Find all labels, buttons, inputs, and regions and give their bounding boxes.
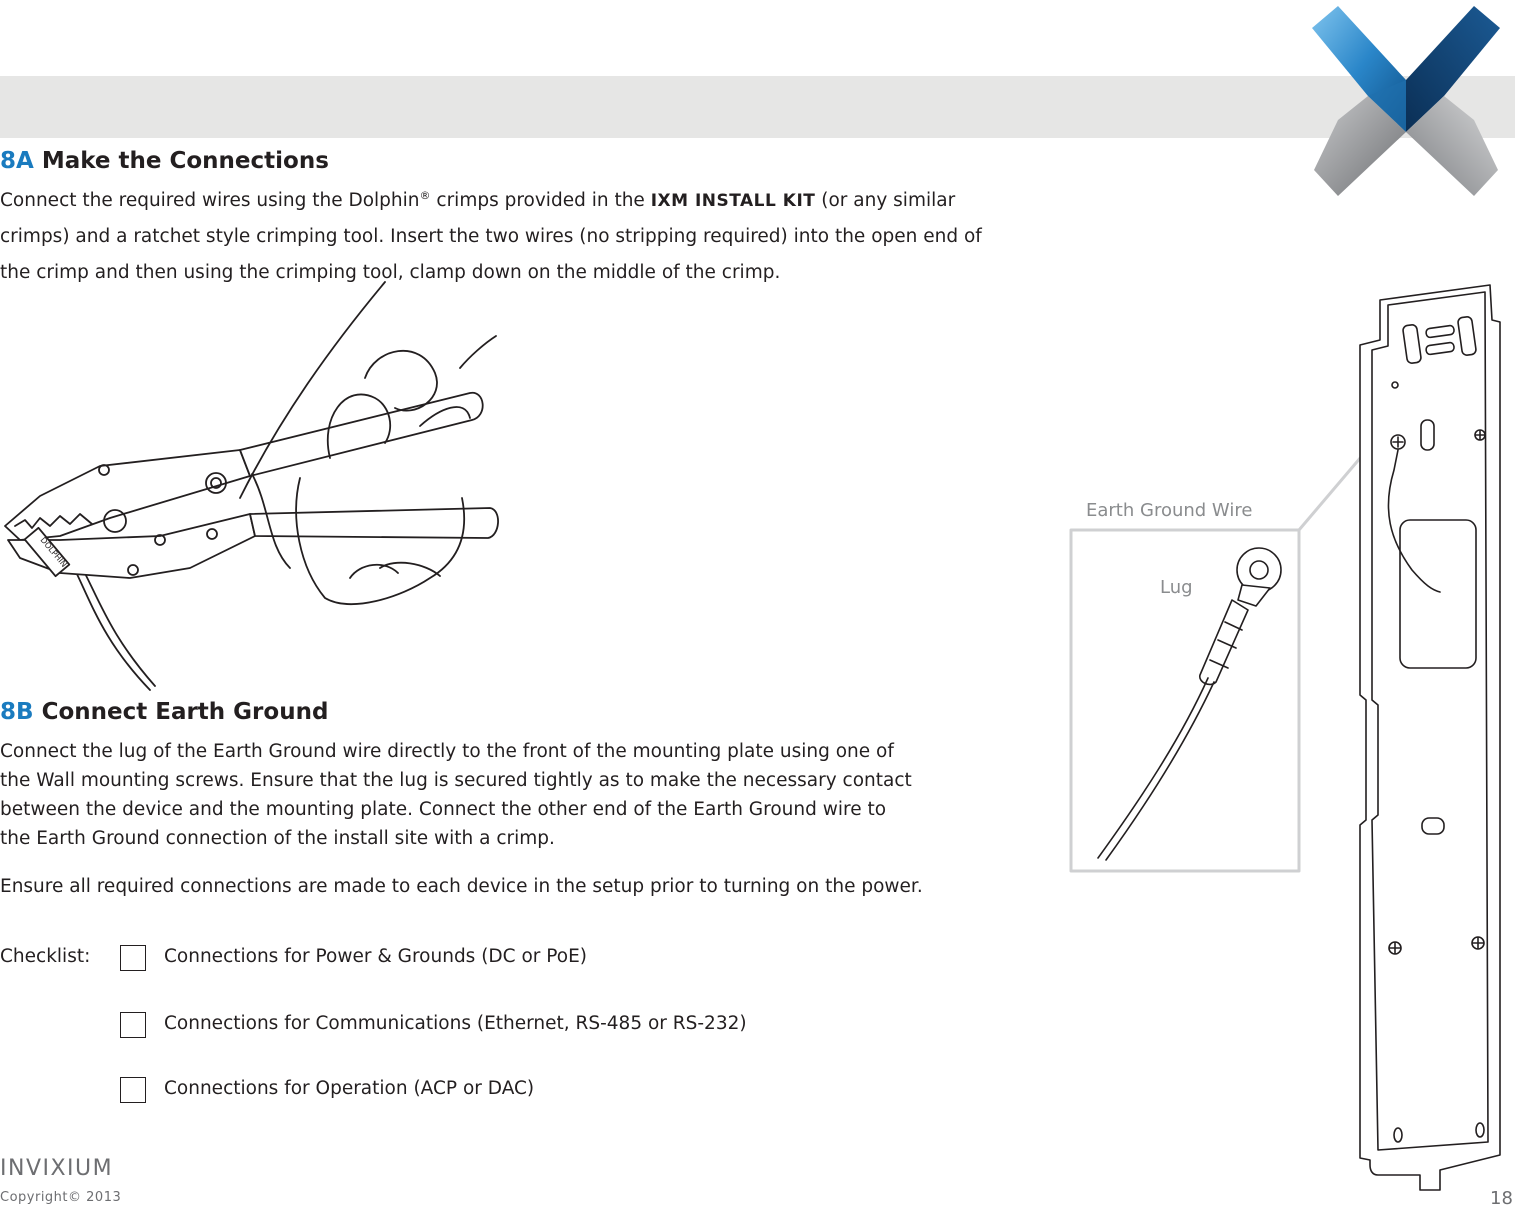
section-8b-heading: [0, 699, 328, 725]
earth-ground-wire-label: Earth Ground Wire: [1086, 500, 1253, 521]
checklist-item-communications: Connections for Communications (Ethernet, RS-485 or RS-232): [164, 1013, 747, 1034]
section-8a-number: 8A: [0, 148, 34, 174]
install-kit-name: IXM INSTALL KIT: [650, 191, 816, 212]
checklist-item-operation: Connections for Operation (ACP or DAC): [164, 1078, 535, 1099]
section-8a-line-2: crimps) and a ratchet style crimping tool. Insert the two wires (no stripping required) into the open end of: [0, 226, 982, 248]
section-8b-number: 8B: [0, 699, 34, 725]
copyright-text: Copyright© 2013: [0, 1190, 122, 1205]
page-number: 18: [1490, 1188, 1513, 1209]
invixium-x-logo-icon: [1308, 0, 1504, 202]
registered-mark: ®: [419, 189, 431, 202]
line1-before: Connect the required wires using the Dolphin: [0, 190, 420, 212]
line1-middle: crimps provided in the: [430, 190, 651, 212]
ensure-connections-text: Ensure all required connections are made to each device in the setup prior to turning on the power.: [0, 876, 923, 897]
section-8a-line-3: the crimp and then using the crimping tool, clamp down on the middle of the crimp.: [0, 262, 781, 284]
crimping-tool-illustration: [0, 278, 520, 698]
section-8a-heading: [0, 148, 329, 174]
section-8b-line-3: between the device and the mounting plate. Connect the other end of the Earth Ground wire to: [0, 799, 887, 820]
checklist-label: Checklist:: [0, 946, 91, 967]
section-8b-line-4: the Earth Ground connection of the install site with a crimp.: [0, 828, 555, 849]
mounting-plate-illustration: [1060, 280, 1510, 1205]
brand-wordmark: INVIXIUM: [0, 1156, 114, 1181]
header-band: [0, 76, 1515, 138]
section-8b-line-2: the Wall mounting screws. Ensure that the lug is secured tightly as to make the necessary contact: [0, 770, 912, 791]
lug-label: Lug: [1160, 577, 1193, 598]
section-8b-paragraph: [0, 737, 912, 853]
checkbox-power-grounds[interactable]: [120, 945, 146, 971]
checklist-item-power-grounds: Connections for Power & Grounds (DC or PoE): [164, 946, 587, 967]
section-8a-title: Make the Connections: [41, 148, 329, 174]
section-8a-paragraph: [0, 178, 982, 291]
section-8b-title: Connect Earth Ground: [41, 699, 329, 725]
section-8a-line-1: [0, 178, 982, 219]
checkbox-communications[interactable]: [120, 1012, 146, 1038]
line1-after: (or any similar: [815, 190, 956, 212]
checkbox-operation[interactable]: [120, 1077, 146, 1103]
section-8b-line-1: Connect the lug of the Earth Ground wire directly to the front of the mounting plate using one of: [0, 741, 894, 762]
crimp-label: DOLPHIN: [38, 535, 69, 569]
